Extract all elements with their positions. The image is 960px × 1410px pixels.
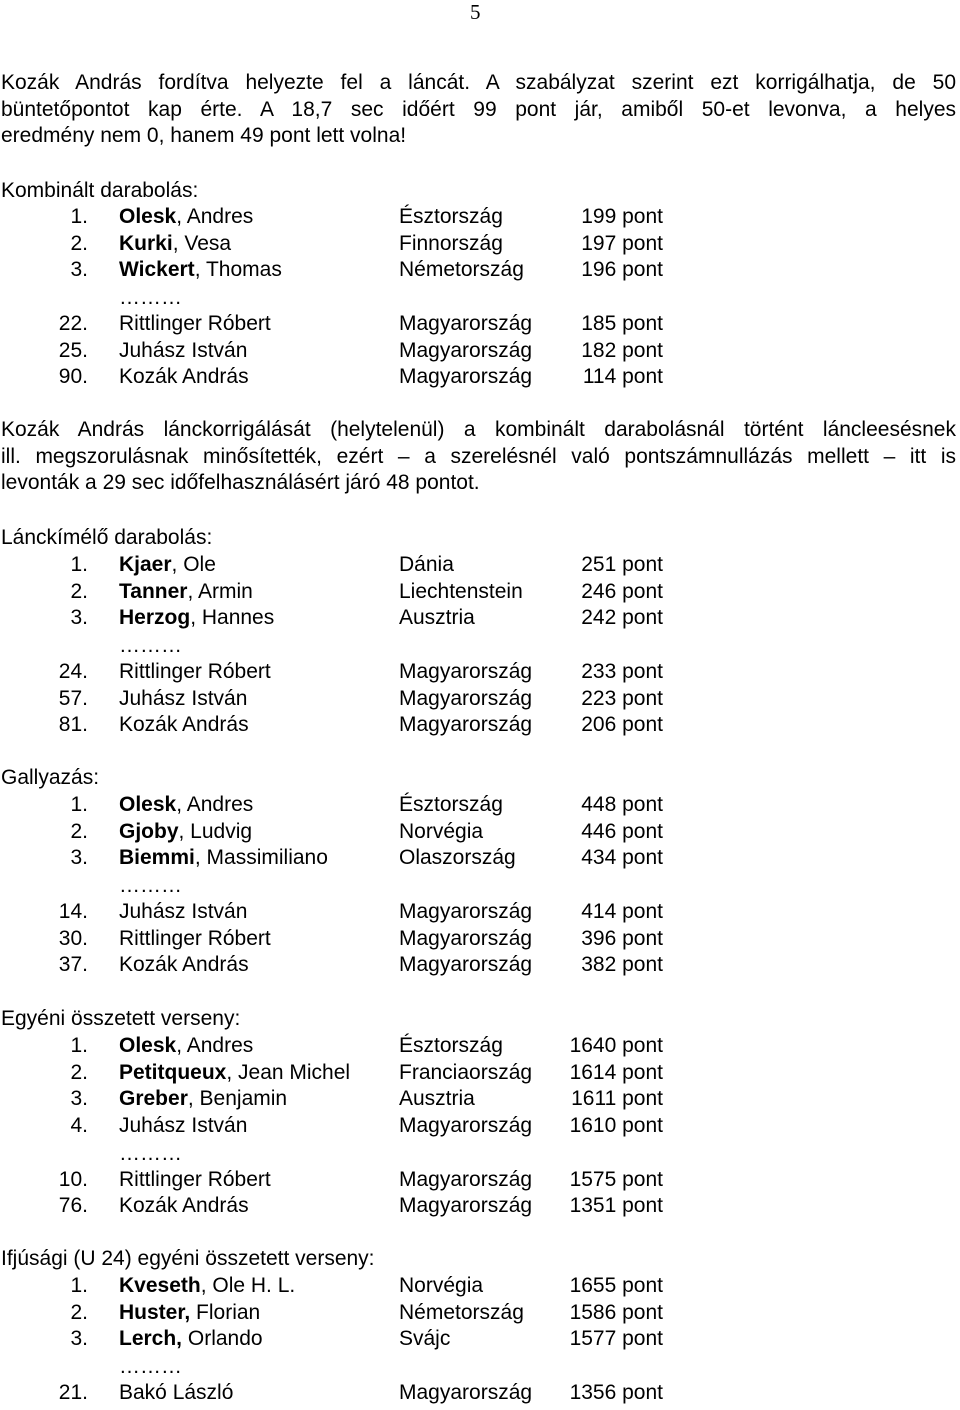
rank: 3. [70,1327,88,1351]
given-name: , Andres [176,793,254,816]
note-paragraph [1,417,956,497]
rank: 81. [58,713,88,737]
result-row [0,605,700,632]
competitor-name: Juhász István [119,899,248,923]
result-row [0,1273,700,1300]
result-row [0,1380,700,1407]
points: 414 pont [581,899,663,923]
points: 1575 pont [569,1167,663,1191]
competitor-name: Kozák András [119,953,249,977]
points: 446 pont [581,819,663,843]
result-row [0,659,700,686]
surname: Herzog [119,606,191,630]
country: Ausztria [399,606,475,630]
rank: 30. [58,926,88,950]
country: Norvégia [399,819,484,843]
points: 196 pont [581,258,663,282]
competitor-name [119,231,231,258]
rank: 1. [70,1274,88,1297]
rank: 3. [70,1087,88,1111]
result-row [0,1113,700,1140]
competitor-name [119,1060,350,1087]
surname: Biemmi [119,846,195,870]
country: Észtország [399,793,503,816]
country: Magyarország [399,899,533,923]
result-row [0,1033,700,1060]
points: 1577 pont [569,1327,663,1351]
intro-line: Kozák András fordítva helyezte fel a láncát. A szabályzat szerint ezt korrigálhatja, de 50 [1,71,956,94]
country: Magyarország [399,953,533,977]
surname: Kjaer [119,553,172,576]
rank: 2. [70,1300,88,1324]
rank: 3. [70,258,88,282]
ellipsis: ……… [119,634,182,658]
rank: 21. [58,1380,88,1404]
result-row [0,1060,700,1087]
country: Magyarország [399,1380,533,1404]
rank: 90. [58,365,88,389]
points: 223 pont [581,686,663,710]
points: 251 pont [581,553,663,576]
given-name: , Ludvig [178,819,253,843]
surname: Olesk [119,793,177,816]
points: 206 pont [581,713,663,737]
result-row [0,579,700,606]
rank: 14. [58,899,88,923]
country: Norvégia [399,1274,484,1297]
country: Franciaország [399,1060,533,1084]
competitor-name [119,1086,287,1113]
surname: Gjoby [119,819,179,843]
given-name: , Vesa [172,231,232,255]
rank: 1. [70,793,88,816]
points: 233 pont [581,659,663,683]
points: 1655 pont [569,1274,663,1297]
ellipsis: ……… [119,286,182,310]
competitor-name: Kozák András [119,1194,249,1218]
country: Észtország [399,1034,503,1057]
ellipsis: ……… [119,874,182,898]
result-row [0,819,700,846]
intro-line: eredmény nem 0, hanem 49 pont lett volna! [1,124,407,148]
given-name: , Thomas [194,258,282,282]
section-title: Ifjúsági (U 24) egyéni összetett verseny: [1,1247,375,1270]
rank: 25. [58,338,88,362]
competitor-name [119,1326,263,1353]
points: 396 pont [581,926,663,950]
points: 434 pont [581,846,663,870]
country: Liechtenstein [399,579,523,603]
country: Finnország [399,231,503,255]
result-row [0,952,700,979]
competitor-name: Rittlinger Róbert [119,926,271,950]
points: 382 pont [581,953,663,977]
result-row [0,712,700,739]
rank: 3. [70,606,88,630]
country: Németország [399,258,524,282]
surname: Huster, [119,1300,191,1324]
given-name: , Hannes [190,606,275,630]
competitor-name [119,1300,260,1327]
points: 246 pont [581,579,663,603]
section-title: Lánckímélő darabolás: [1,526,213,549]
rank: 37. [58,953,88,977]
result-row [0,552,700,579]
rank: 76. [58,1194,88,1218]
note-line: levonták a 29 sec időfelhasználásért járó 48 pontot. [1,471,480,495]
points: 448 pont [581,793,663,816]
result-row [0,231,700,258]
result-row [0,1167,700,1194]
points: 114 pont [582,365,663,389]
country: Magyarország [399,713,533,737]
note-line: ill. megszorulásnak minősítették, ezért – a szerelésnél való pontszámnullázás mellett – itt is [1,444,956,468]
rank: 1. [70,553,88,576]
competitor-name: Juhász István [119,1114,248,1138]
result-row [0,792,700,819]
points: 1351 pont [569,1194,663,1218]
competitor-name [119,605,274,632]
points: 1640 pont [569,1034,663,1057]
result-row [0,364,700,391]
section-title: Egyéni összetett verseny: [1,1007,241,1030]
competitor-name [119,552,216,579]
result-row [0,1300,700,1327]
surname: Greber [119,1087,188,1111]
result-row [0,1193,700,1220]
country: Dánia [399,553,454,576]
given-name: , Massimiliano [194,846,328,870]
country: Magyarország [399,1194,533,1218]
note-line: Kozák András lánckorrigálását (helytelenül) a kombinált darabolásnál történt láncleesésnek [1,418,956,441]
given-name: , Ole [171,553,216,576]
result-row [0,1086,700,1113]
result-row [0,257,700,284]
given-name: , Armin [187,579,253,603]
points: 1356 pont [569,1380,663,1404]
country: Olaszország [399,846,516,870]
points: 242 pont [581,606,663,630]
points: 199 pont [581,205,663,228]
points: 185 pont [581,311,663,335]
section-title: Kombinált darabolás: [1,179,199,202]
given-name: , Andres [176,1034,254,1057]
country: Magyarország [399,1167,533,1191]
result-row [0,899,700,926]
competitor-name: Kozák András [119,713,249,737]
competitor-name [119,204,253,231]
result-row [0,204,700,231]
surname: Lerch, [119,1327,183,1351]
rank: 4. [70,1114,88,1138]
competitor-name [119,579,253,606]
rank: 57. [58,686,88,710]
country: Svájc [399,1327,451,1351]
country: Ausztria [399,1087,475,1111]
result-row [0,926,700,953]
rank: 2. [70,819,88,843]
surname: Wickert [119,258,195,282]
points: 1586 pont [569,1300,663,1324]
given-name: , Benjamin [187,1087,288,1111]
given-name: , Ole H. L. [200,1274,296,1297]
competitor-name: Juhász István [119,338,248,362]
competitor-name: Rittlinger Róbert [119,1167,271,1191]
rank: 2. [70,579,88,603]
rank: 24. [58,659,88,683]
rank: 1. [70,1034,88,1057]
surname: Olesk [119,1034,177,1057]
competitor-name: Juhász István [119,686,248,710]
competitor-name [119,1033,253,1060]
rank: 22. [58,311,88,335]
competitor-name [119,1273,295,1300]
country: Magyarország [399,1114,533,1138]
surname: Tanner [119,579,188,603]
points: 1611 pont [571,1087,663,1111]
surname: Olesk [119,205,177,228]
country: Magyarország [399,338,533,362]
result-row [0,311,700,338]
result-row [0,686,700,713]
country: Magyarország [399,311,533,335]
points: 1614 pont [569,1060,663,1084]
country: Magyarország [399,926,533,950]
rank: 2. [70,1060,88,1084]
points: 197 pont [581,231,663,255]
intro-paragraph [1,70,956,150]
rank: 3. [70,846,88,870]
given-name: Florian [190,1300,261,1324]
country: Németország [399,1300,524,1324]
given-name: Orlando [182,1327,263,1351]
page-number: 5 [470,0,481,24]
result-row [0,338,700,365]
competitor-name: Kozák András [119,365,249,389]
competitor-name [119,845,328,872]
intro-line: büntetőpontot kap érte. A 18,7 sec időért 99 pont jár, amiből 50-et levonva, a helyes [1,97,956,121]
result-row [0,845,700,872]
given-name: , Jean Michel [226,1060,351,1084]
surname: Kurki [119,231,173,255]
rank: 2. [70,231,88,255]
rank: 1. [70,205,88,228]
competitor-name: Rittlinger Róbert [119,659,271,683]
country: Észtország [399,205,503,228]
points: 1610 pont [569,1114,663,1138]
section-title: Gallyazás: [1,766,100,789]
given-name: , Andres [176,205,254,228]
country: Magyarország [399,686,533,710]
rank: 10. [58,1167,88,1191]
result-row [0,1326,700,1353]
surname: Petitqueux [119,1060,227,1084]
points: 182 pont [581,338,663,362]
ellipsis: ……… [119,1141,182,1165]
ellipsis: ……… [119,1355,182,1379]
country: Magyarország [399,659,533,683]
surname: Kveseth [119,1274,201,1297]
competitor-name: Bakó László [119,1380,234,1404]
country: Magyarország [399,365,533,389]
competitor-name [119,819,252,846]
competitor-name [119,257,282,284]
competitor-name [119,792,253,819]
competitor-name: Rittlinger Róbert [119,311,271,335]
